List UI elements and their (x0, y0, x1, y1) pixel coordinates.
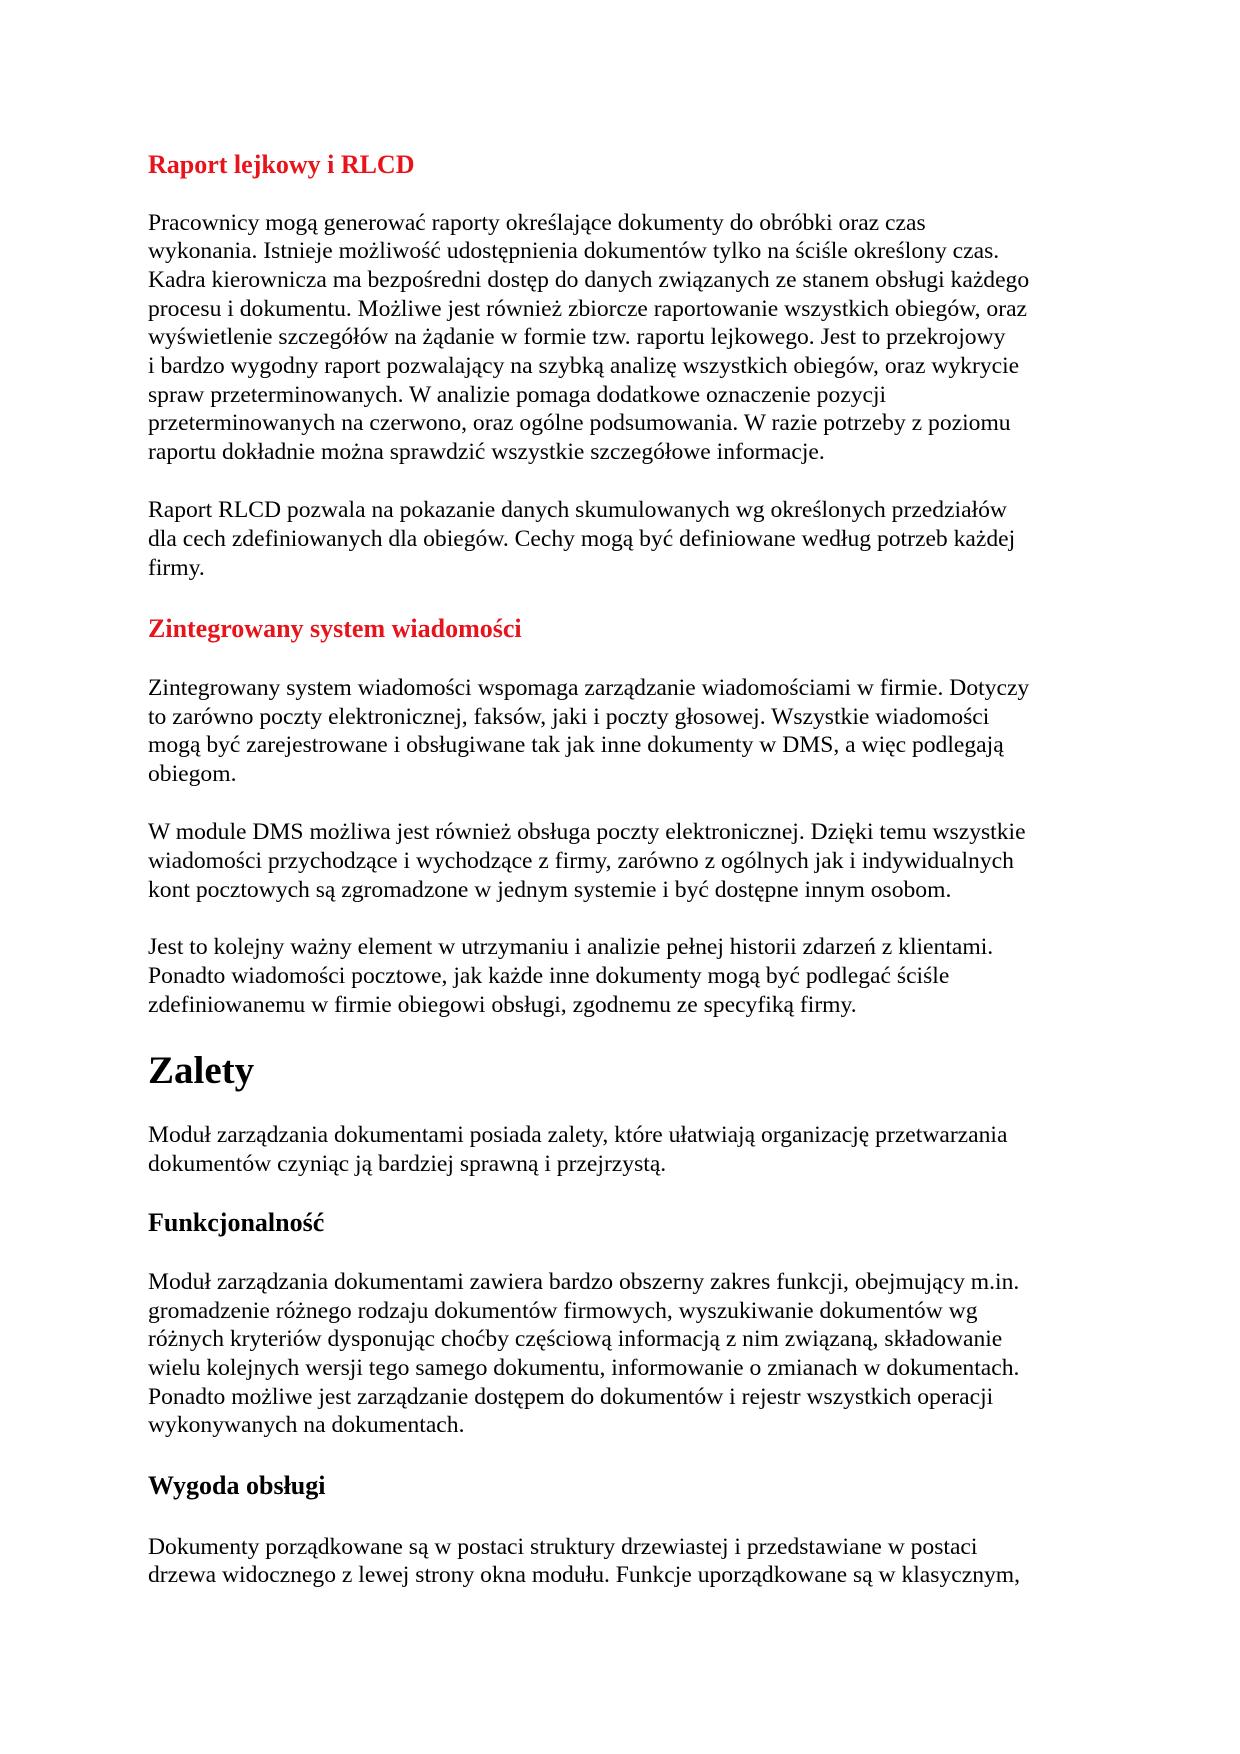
paragraph-line: Zintegrowany system wiadomości wspomaga zarządzanie wiadomościami w firmie. Dotyczy (148, 675, 1030, 701)
paragraph-line: Ponadto możliwe jest zarządzanie dostępem do dokumentów i rejestr wszystkich operacji (148, 1384, 994, 1410)
paragraph-line: Moduł zarządzania dokumentami posiada zalety, które ułatwiają organizację przetwarzania (148, 1122, 1008, 1148)
paragraph-line: Moduł zarządzania dokumentami zawiera bardzo obszerny zakres funkcji, obejmujący m.in. (148, 1269, 1020, 1295)
paragraph-line: gromadzenie różnego rodzaju dokumentów firmowych, wyszukiwanie dokumentów wg (148, 1298, 978, 1324)
paragraph-line: różnych kryteriów dysponując choćby częściową informacją z nim związaną, składowanie (148, 1326, 1003, 1352)
paragraph-line: Kadra kierownicza ma bezpośredni dostęp do danych związanych ze stanem obsługi każdego (148, 267, 1030, 293)
paragraph-line: przeterminowanych na czerwono, oraz ogólne podsumowania. W razie potrzeby z poziomu (148, 410, 1011, 436)
heading-zintegrowany-system: Zintegrowany system wiadomości (148, 614, 522, 643)
paragraph-line: wykonywanych na dokumentach. (148, 1412, 465, 1438)
paragraph-line: Dokumenty porządkowane są w postaci struktury drzewiastej i przedstawiane w postaci (148, 1534, 978, 1560)
paragraph-line: W module DMS możliwa jest również obsługa poczty elektronicznej. Dzięki temu wszystkie (148, 819, 1026, 845)
heading-funkcjonalnosc: Funkcjonalność (148, 1208, 325, 1237)
paragraph-line: obiegom. (148, 761, 237, 787)
paragraph-line: Pracownicy mogą generować raporty określające dokumenty do obróbki oraz czas (148, 210, 926, 236)
paragraph-line: drzewa widocznego z lewej strony okna modułu. Funkcje uporządkowane są w klasycznym, (148, 1562, 1021, 1588)
paragraph-line: dla cech zdefiniowanych dla obiegów. Cechy mogą być definiowane według potrzeb każdej (148, 526, 1016, 552)
heading-wygoda-obslugi: Wygoda obsługi (148, 1471, 326, 1500)
paragraph-line: firmy. (148, 555, 205, 581)
paragraph-line: raportu dokładnie można sprawdzić wszystkie szczegółowe informacje. (148, 439, 825, 465)
paragraph-line: Jest to kolejny ważny element w utrzymaniu i analizie pełnej historii zdarzeń z klientami. (148, 934, 994, 960)
paragraph-line: procesu i dokumentu. Możliwe jest również zbiorcze raportowanie wszystkich obiegów, oraz (148, 296, 1028, 322)
paragraph-line: kont pocztowych są zgromadzone w jednym systemie i być dostępne innym osobom. (148, 877, 952, 903)
paragraph-line: mogą być zarejestrowane i obsługiwane tak jak inne dokumenty w DMS, a więc podlegają (148, 732, 1004, 758)
paragraph-line: zdefiniowanemu w firmie obiegowi obsługi, zgodnemu ze specyfiką firmy. (148, 992, 857, 1018)
paragraph-line: to zarówno poczty elektronicznej, faksów, jaki i poczty głosowej. Wszystkie wiadomości (148, 704, 990, 730)
paragraph-line: Raport RLCD pozwala na pokazanie danych skumulowanych wg określonych przedziałów (148, 497, 1007, 523)
paragraph-line: wykonania. Istnieje możliwość udostępnienia dokumentów tylko na ściśle określony czas. (148, 238, 1000, 264)
paragraph-line: dokumentów czyniąc ją bardziej sprawną i przejrzystą. (148, 1151, 667, 1177)
paragraph-line: i bardzo wygodny raport pozwalający na szybką analizę wszystkich obiegów, oraz wykrycie (148, 353, 1020, 379)
paragraph-line: spraw przeterminowanych. W analizie pomaga dodatkowe oznaczenie pozycji (148, 382, 887, 408)
paragraph-line: wyświetlenie szczegółów na żądanie w formie tzw. raportu lejkowego. Jest to przekrojowy (148, 324, 1006, 350)
heading-zalety: Zalety (148, 1049, 255, 1092)
paragraph-line: wielu kolejnych wersji tego samego dokumentu, informowanie o zmianach w dokumentach. (148, 1355, 1020, 1381)
paragraph-line: wiadomości przychodzące i wychodzące z firmy, zarówno z ogólnych jak i indywidualnych (148, 848, 1014, 874)
paragraph-line: Ponadto wiadomości pocztowe, jak każde inne dokumenty mogą być podlegać ściśle (148, 963, 950, 989)
heading-raport-lejkowy: Raport lejkowy i RLCD (148, 150, 415, 179)
